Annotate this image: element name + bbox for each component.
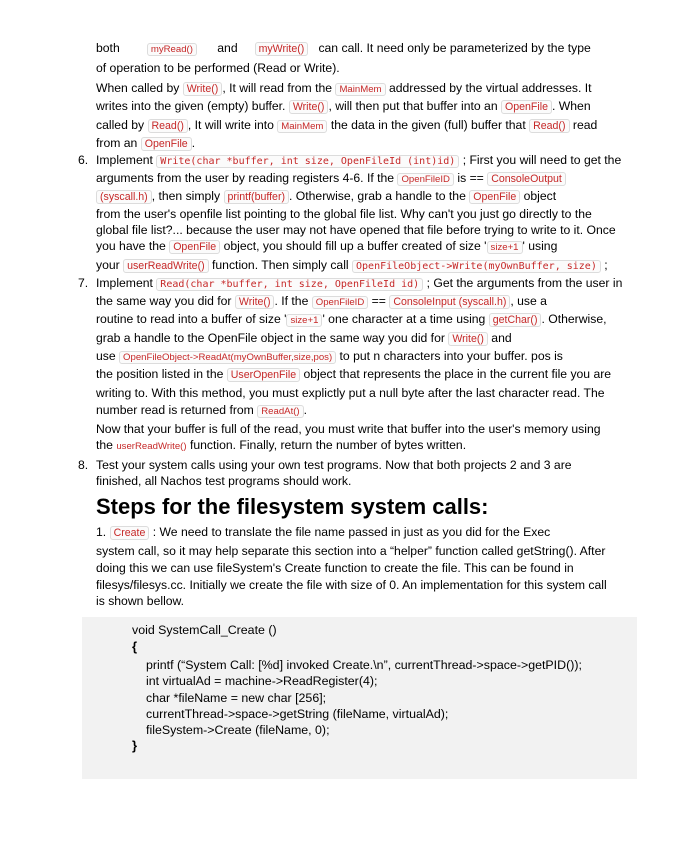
intro-line-1: [96, 40, 591, 58]
intro-line-5: [96, 117, 597, 135]
text: from the user's openfile list pointing to the global file list. Why can't you just go directly to the: [96, 207, 592, 221]
text: and: [217, 41, 238, 55]
code-useropenfile: UserOpenFile: [227, 368, 300, 382]
text: Implement: [96, 276, 153, 290]
text: you have the: [96, 239, 166, 253]
code-openfile: OpenFile: [141, 137, 192, 151]
text: ;: [604, 258, 608, 272]
intro-line-6: [96, 135, 195, 152]
text: function. Finally, return the number of bytes written.: [189, 438, 467, 452]
item7-line-8: [96, 402, 307, 420]
text: system call, so it may help separate this section into a “helper” function called getString(). After: [96, 544, 606, 558]
code-openfile-write-call: OpenFileObject->Write(myOwnBuffer, size): [352, 260, 601, 273]
code-consoleinput: ConsoleInput (syscall.h): [389, 295, 510, 309]
code-syscall-h: (syscall.h): [96, 190, 152, 204]
text: object, you should fill up a buffer created of size ': [223, 239, 487, 253]
text: writing to. With this method, you must explictly put a null byte after the last character read. The: [96, 386, 605, 400]
text: use: [96, 349, 116, 363]
section-line-1: [96, 524, 550, 541]
code-openfile: OpenFile: [169, 240, 220, 254]
code-openfileid: OpenFileID: [397, 173, 454, 186]
text: ; First you will need to get the: [462, 153, 622, 167]
code-userreadwrite: userReadWrite(): [123, 259, 209, 273]
text: When called by: [96, 81, 180, 95]
code-mainmem: MainMem: [277, 120, 327, 133]
text: from an: [96, 136, 138, 150]
item6-line-3: [96, 188, 556, 205]
code-line: printf (“System Call: [%d] invoked Create.\n”, currentThread->space->getPID());: [146, 658, 582, 672]
text: 1.: [96, 525, 107, 539]
code-read-signature: Read(char *buffer, int size, OpenFileId id): [156, 278, 423, 291]
item6-line-7: [96, 257, 608, 275]
code-line: void SystemCall_Create (): [132, 623, 277, 637]
text: . Otherwise,: [541, 312, 607, 326]
text: the: [96, 438, 113, 452]
text: to put n characters into your buffer. pos is: [339, 349, 563, 363]
item8-line-2: [96, 473, 351, 489]
code-write: Write(): [235, 295, 275, 309]
text: and: [491, 331, 512, 345]
text: the position listed in the: [96, 367, 224, 381]
item6-line-6: [96, 238, 557, 256]
text: , use a: [510, 294, 547, 308]
text: ==: [371, 294, 386, 308]
code-consoleoutput: ConsoleOutput: [487, 172, 566, 186]
text: , It will write into: [187, 118, 274, 132]
text: filesys/filesys.cc. Initially we create the file with size of 0. An implementation for this system call: [96, 578, 607, 592]
text: . When: [551, 99, 591, 113]
code-myread: myRead(): [147, 43, 197, 56]
item6-line-4: [96, 206, 592, 222]
code-mainmem: MainMem: [335, 83, 385, 96]
text: can call. It need only be parameterized by the type: [318, 41, 591, 55]
text: called by: [96, 118, 145, 132]
code-write-signature: Write(char *buffer, int size, OpenFileId (int)id): [156, 155, 459, 168]
text: object that represents the place in the current file you are: [303, 367, 612, 381]
code-readat: ReadAt(): [257, 405, 303, 418]
intro-line-2: [96, 60, 340, 76]
item6-line-2: [96, 170, 566, 188]
code-create: Create: [110, 526, 150, 540]
section-line-4: [96, 577, 607, 593]
code-openfileid: OpenFileID: [312, 296, 369, 309]
code-write: Write(): [448, 332, 488, 346]
text: is ==: [457, 171, 484, 185]
text: finished, all Nachos test programs should work.: [96, 474, 352, 488]
text: .: [191, 136, 196, 150]
intro-line-4: [96, 98, 591, 115]
text: Test your system calls using your own test programs. Now that both projects 2 and 3 are: [96, 458, 572, 472]
text: number read is returned from: [96, 403, 254, 417]
text: the data in the given (full) buffer that: [330, 118, 526, 132]
code-line: fileSystem->Create (fileName, 0);: [146, 723, 330, 737]
section-heading: Steps for the filesystem system calls:: [96, 494, 489, 519]
text: .: [303, 403, 308, 417]
text: the same way you did for: [96, 294, 232, 308]
text: writes into the given (empty) buffer.: [96, 99, 286, 113]
text: doing this we can use fileSystem's Create function to create the file. This can be found in: [96, 561, 574, 575]
item8-line-1: [96, 457, 572, 473]
text: object: [523, 189, 557, 203]
code-line: char *fileName = new char [256];: [146, 691, 327, 705]
code-size-plus-1: size+1: [286, 314, 322, 327]
code-line: currentThread->space->getString (fileName, virtualAd);: [146, 707, 449, 721]
text: global file list?... because the user may not have opened that file before trying to write to it. Once: [96, 223, 616, 237]
text: ; Get the arguments from the user in: [426, 276, 623, 290]
code-block: [82, 617, 637, 779]
text: , will then put that buffer into an: [328, 99, 498, 113]
text: ' using: [522, 239, 558, 253]
text: routine to read into a buffer of size ': [96, 312, 287, 326]
item7-line-6: [96, 366, 611, 383]
text: . If the: [274, 294, 309, 308]
section-line-5: [96, 593, 184, 609]
code-getchar: getChar(): [489, 313, 542, 327]
item7-line-3: [96, 311, 607, 329]
list-number-6: 6.: [78, 153, 89, 167]
code-size-plus-1: size+1: [487, 241, 523, 254]
item7-line-1: [96, 275, 622, 293]
section-line-3: [96, 560, 574, 576]
list-number-8: 8.: [78, 458, 89, 472]
text: addressed by the virtual addresses. It: [388, 81, 592, 95]
code-readat-call: OpenFileObject->ReadAt(myOwnBuffer,size,pos): [119, 351, 336, 364]
code-read: Read(): [529, 119, 569, 133]
text: : We need to translate the file name passed in just as you did for the Exec: [152, 525, 551, 539]
text: is shown bellow.: [96, 594, 185, 608]
code-line: {: [132, 639, 138, 654]
text: Now that your buffer is full of the read, you must write that buffer into the user's memory using: [96, 422, 601, 436]
item7-line-10: [96, 437, 466, 455]
text: . Otherwise, grab a handle to the: [289, 189, 466, 203]
code-openfile: OpenFile: [501, 100, 552, 114]
text: both: [96, 41, 120, 55]
text: of operation to be performed (Read or Write).: [96, 61, 340, 75]
text: arguments from the user by reading registers 4-6. If the: [96, 171, 395, 185]
code-read: Read(): [148, 119, 188, 133]
item7-line-7: [96, 385, 605, 401]
item6-line-1: [96, 152, 621, 170]
text: grab a handle to the OpenFile object in the same way you did for: [96, 331, 445, 345]
intro-line-3: [96, 80, 592, 98]
item7-line-5: [96, 348, 563, 366]
code-line: int virtualAd = machine->ReadRegister(4);: [146, 674, 378, 688]
text: your: [96, 258, 120, 272]
text: , It will read from the: [222, 81, 333, 95]
text: ' one character at a time using: [322, 312, 486, 326]
text: function. Then simply call: [212, 258, 349, 272]
code-write: Write(): [289, 100, 329, 114]
text: , then simply: [151, 189, 221, 203]
code-write: Write(): [183, 82, 223, 96]
text: read: [572, 118, 598, 132]
item7-line-4: [96, 330, 512, 347]
list-number-7: 7.: [78, 276, 89, 290]
code-openfile: OpenFile: [469, 190, 520, 204]
item7-line-9: [96, 421, 601, 437]
code-printf-buffer: printf(buffer): [224, 190, 290, 204]
code-userreadwrite: userReadWrite(): [116, 441, 187, 452]
section-line-2: [96, 543, 605, 559]
text: Implement: [96, 153, 153, 167]
code-mywrite: myWrite(): [255, 42, 309, 56]
item6-line-5: [96, 222, 616, 238]
code-line: }: [132, 738, 138, 753]
item7-line-2: [96, 293, 547, 311]
